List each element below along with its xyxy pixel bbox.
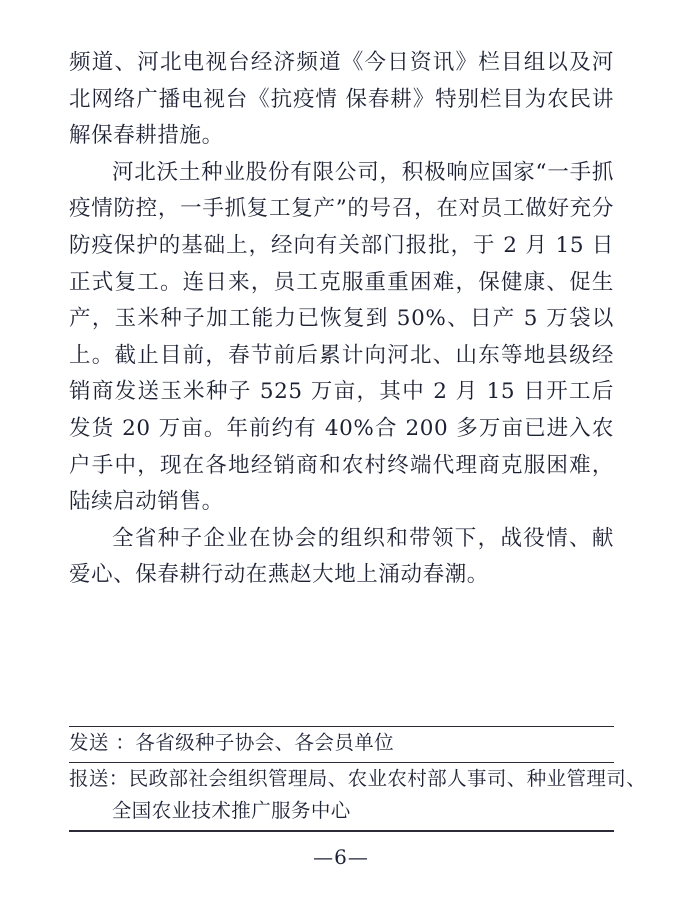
send-to-label: 发送 ： (69, 731, 136, 754)
footer-rule-bottom (69, 830, 614, 832)
document-body (69, 45, 614, 594)
page-number: —6— (313, 845, 369, 869)
report-to-line-1 (69, 763, 647, 795)
send-to-entry (69, 727, 614, 762)
send-to-line (69, 727, 614, 759)
report-to-line-2: 全国农业技术推广服务中心 (111, 799, 351, 822)
report-to-entry (69, 763, 647, 830)
report-to-recipients-first: 民政部社会组织管理局、农业农村部人事司、种业管理司、 (128, 767, 647, 790)
send-to-recipients: 各省级种子协会、各会员单位 (135, 731, 395, 754)
paragraph-continued-media: 频道、河北电视台经济频道《今日资讯》栏目组以及河北网络广播电视台《抗疫情 保春耕》特别栏目为农民讲解保春耕措施。 (69, 50, 614, 149)
paragraph-wotu-seed-company: 河北沃土种业股份有限公司，积极响应国家“一手抓疫情防控，一手抓复工复产”的号召，在对员工做好充分防疫保护的基础上，经向有关部门报批，于 2 月 15 日正式复工。连日来，员工克服重重困难，保健康、促生产，玉米种子加工能力已恢复到 50%、日产 5 万袋以上。截止目前，春节前后累计向河北、山东等地县级经销商发送玉米种子 525 万亩，其中 2 月 15 日开工后发货 20 万亩。年前约有 40%合 200 多万亩已进入农户手中，现在各地经销商和农村终端代理商克服困难，陆续启动销售。 (69, 159, 614, 515)
distribution-footer (69, 726, 647, 832)
report-to-label: 报送： (69, 767, 129, 790)
paragraph-province-summary: 全省种子企业在协会的组织和带领下，战役情、献爱心、保春耕行动在燕赵大地上涌动春潮。 (69, 525, 614, 588)
